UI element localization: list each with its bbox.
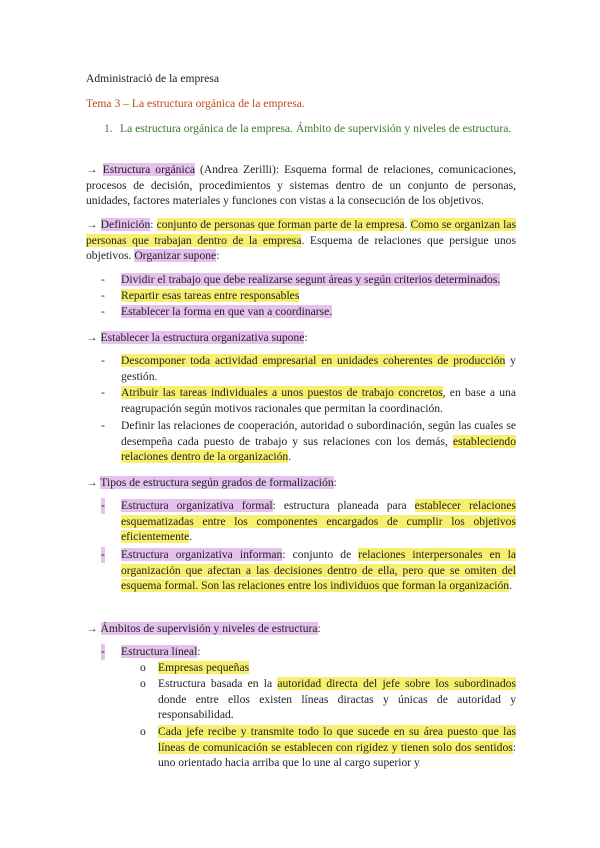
- sub-item-highlight: Cada jefe recibe y transmite todo lo que sucede en su área puesto que las líneas de comunicación se establecen con rigidez y tienen solo dos sentidos: [158, 725, 516, 754]
- list-item-text: Establecer la forma en que van a coordinarse.: [121, 305, 333, 318]
- term-informal: Estructura organizativa informan: [121, 548, 283, 561]
- header-text: Administració de la empresa: [86, 72, 219, 85]
- punct: :: [216, 249, 220, 263]
- paragraph-estructura-organica: [86, 162, 516, 209]
- term-establecer: Establecer la estructura organizativa supone: [100, 331, 305, 344]
- list-item-text: : estructura planeada para: [272, 499, 415, 512]
- dash-marker: -: [101, 499, 105, 512]
- section-number: 1.: [104, 122, 113, 135]
- list-item-text: : conjunto de: [282, 548, 359, 561]
- section-title: La estructura orgánica de la empresa. Ámbito de supervisión y niveles de estructura.: [120, 122, 512, 135]
- term-tipos: Tipos de estructura según grados de formalización: [100, 476, 334, 489]
- tema-text: Tema 3 – La estructura orgánica de la empresa.: [86, 97, 305, 110]
- paragraph-establecer: [86, 330, 516, 346]
- dash-marker: -: [101, 354, 105, 367]
- dash-marker: -: [101, 273, 105, 286]
- arrow-icon: →: [86, 476, 101, 489]
- term-estructura-lineal: Estructura lineal: [121, 645, 198, 658]
- sub-item-highlight: autoridad directa del jefe sobre los subordinados: [277, 677, 516, 690]
- arrow-icon: →: [86, 622, 101, 635]
- list-item-highlight: Descomponer toda actividad empresarial en unidades coherentes de producción: [121, 354, 506, 367]
- tema-heading: [86, 96, 516, 112]
- punct: :: [197, 645, 201, 658]
- punct: .: [404, 218, 411, 231]
- term-estructura-organica: Estructura orgánica: [102, 163, 195, 176]
- arrow-icon: →: [86, 331, 101, 344]
- punct: :: [317, 622, 321, 635]
- list-item-highlight: Atribuir las tareas individuales a unos puestos de trabajo concretos: [121, 386, 443, 399]
- circle-bullet: o: [140, 661, 146, 674]
- list-item-text: y gestión.: [121, 354, 516, 383]
- circle-bullet: o: [140, 725, 146, 738]
- document-header: [86, 71, 516, 87]
- punct: .: [288, 450, 292, 464]
- paragraph-text: (Andrea Zerilli): Esquema formal de relaciones, comunicaciones, procesos de decisión, procedimientos y sistemas dentro de un conjunto de personas, unidades, factores materiales y funciones con vistas a la consecución de los objetivos.: [86, 163, 516, 208]
- list-item-text: Repartir esas tareas entre responsables: [121, 289, 300, 302]
- list-item-text: Definir las relaciones de cooperación, autoridad o subordinación, según las cuales se desempeña cada puesto de trabajo y sus relaciones con los demás,: [121, 419, 516, 448]
- paragraph-ambitos: [86, 621, 516, 637]
- arrow-icon: →: [86, 218, 101, 231]
- punct: :: [304, 331, 308, 344]
- dash-marker: -: [101, 305, 105, 318]
- dash-marker: -: [101, 548, 105, 561]
- list-item-highlight: relaciones interpersonales en la organización que afectan a las decisiones dentro de ella, pero que se omiten del esquema formal. Son las relaciones entre los individuos que forman la organización: [121, 548, 516, 593]
- list-item-highlight: estableciendo relaciones dentro de la organización: [121, 434, 516, 464]
- highlight-definicion: conjunto de personas que forman parte de la empresa: [156, 218, 405, 231]
- paragraph-text: . Esquema de relaciones que persigue unos objetivos.: [86, 233, 516, 263]
- dash-marker: -: [101, 289, 105, 302]
- arrow-icon: →: [86, 163, 103, 176]
- list-item-text: , en base a una reagrupación según motivos racionales que permitan la coordinación.: [121, 386, 516, 415]
- dash-marker: -: [101, 386, 105, 399]
- list-item-text: Dividir el trabajo que debe realizarse segunt áreas y según criterios determinados.: [121, 273, 501, 286]
- sub-item-text: Estructura basada en la: [158, 677, 278, 690]
- dash-marker: -: [101, 419, 105, 432]
- sub-item-text: donde entre ellos existen líneas diractas y únicas de autoridad y responsabilidad.: [158, 692, 516, 722]
- punct: .: [509, 579, 512, 593]
- punct: .: [189, 530, 193, 544]
- term-definicion: Definición: [100, 218, 151, 231]
- term-ambitos: Ámbitos de supervisión y niveles de estructura: [100, 622, 318, 635]
- paragraph-definicion: [86, 217, 516, 264]
- circle-bullet: o: [140, 677, 146, 690]
- highlight-organizan: Como se organizan las personas que trabajan dentro de la empresa: [86, 218, 517, 247]
- punct: :: [333, 476, 337, 489]
- term-formal: Estructura organizativa formal: [121, 499, 273, 512]
- term-organizar: Organizar supone: [134, 249, 217, 263]
- punct: :: [150, 218, 157, 231]
- sub-item-text: : uno orientado hacia arriba que lo une al cargo superior y: [158, 740, 516, 770]
- list-item-highlight: establecer relaciones esquematizadas entre los componentes encargados de cumplir los objetivos eficientemente: [121, 499, 516, 544]
- dash-marker: -: [101, 645, 105, 658]
- paragraph-tipos: [86, 475, 516, 491]
- sub-item-highlight: Empresas pequeñas: [158, 661, 250, 674]
